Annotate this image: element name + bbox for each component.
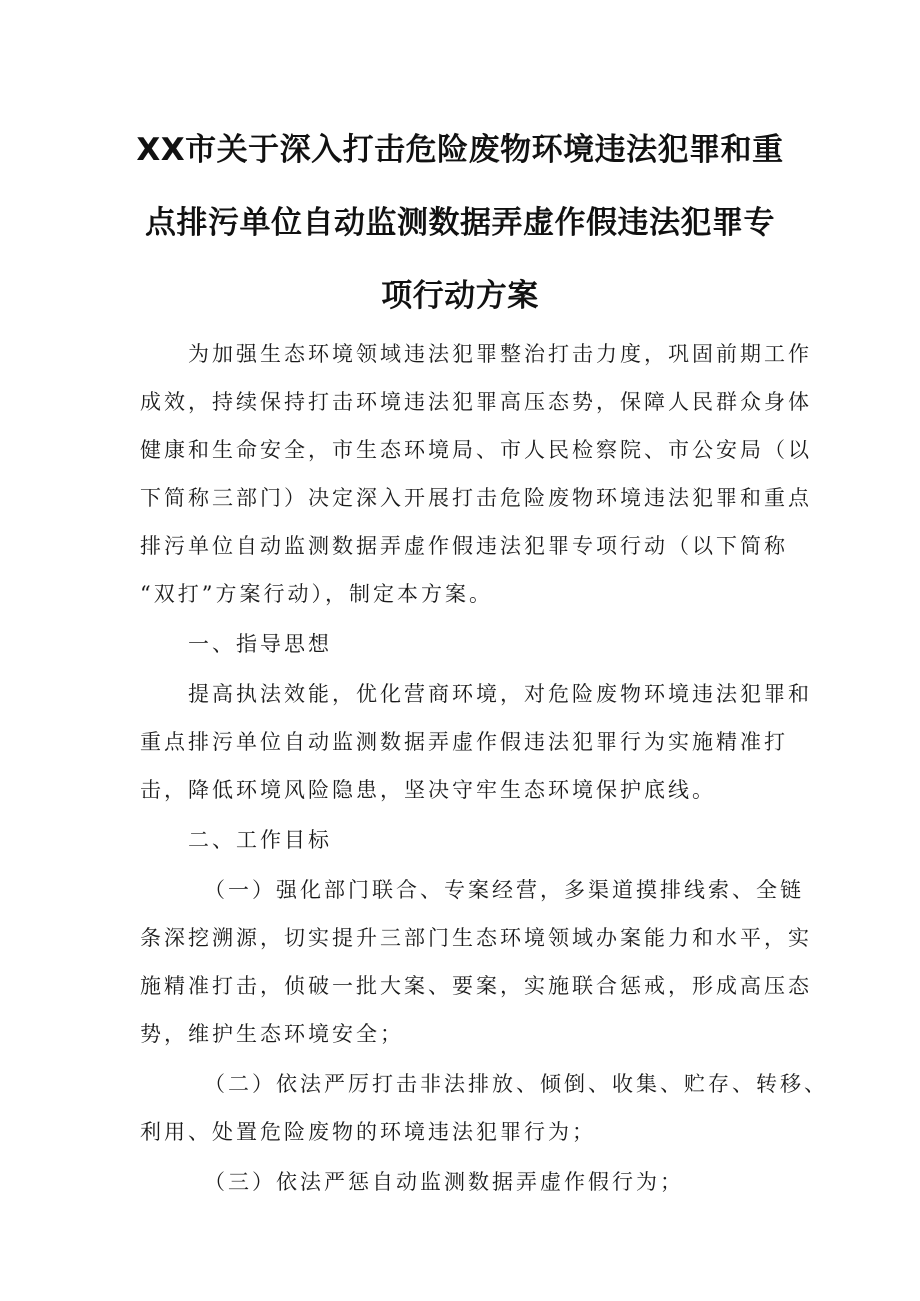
text-line: 下简称三部门）决定深入开展打击危险废物环境违法犯罪和重点 — [140, 486, 812, 510]
text-line: （三）依法严惩自动监测数据弄虚作假行为； — [204, 1170, 684, 1194]
text-line: 利用、处置危险废物的环境违法犯罪行为； — [140, 1120, 596, 1144]
text-line: 成效，持续保持打击环境违法犯罪高压态势，保障人民群众身体 — [140, 390, 812, 414]
text-line: “双打”方案行动），制定本方案。 — [140, 582, 493, 606]
text-line: 击，降低环境风险隐患，坚决守牢生态环境保护底线。 — [140, 778, 716, 802]
text-line: （一）强化部门联合、专案经营，多渠道摸排线索、全链 — [204, 878, 804, 902]
document-title-line-3: 项行动方案 — [381, 278, 539, 314]
document-title-line-1: XX市关于深入打击危险废物环境违法犯罪和重 — [136, 132, 784, 168]
section-heading-guiding-thought: 一、指导思想 — [188, 632, 332, 656]
section-heading-work-goals: 二、工作目标 — [188, 828, 332, 852]
text-line: 排污单位自动监测数据弄虚作假违法犯罪专项行动（以下简称 — [140, 534, 788, 558]
document-title-line-2: 点排污单位自动监测数据弄虚作假违法犯罪专 — [145, 205, 775, 241]
text-line: 条深挖溯源，切实提升三部门生态环境领域办案能力和水平，实 — [140, 926, 812, 950]
text-line: 施精准打击，侦破一批大案、要案，实施联合惩戒，形成高压态 — [140, 974, 812, 998]
text-line: 提高执法效能，优化营商环境，对危险废物环境违法犯罪和 — [188, 682, 812, 706]
text-line: 势，维护生态环境安全； — [140, 1022, 404, 1046]
text-line: （二）依法严厉打击非法排放、倾倒、收集、贮存、转移、 — [204, 1072, 828, 1096]
text-line: 为加强生态环境领域违法犯罪整治打击力度，巩固前期工作 — [188, 342, 812, 366]
text-line: 重点排污单位自动监测数据弄虚作假违法犯罪行为实施精准打 — [140, 730, 788, 754]
text-line: 健康和生命安全，市生态环境局、市人民检察院、市公安局（以 — [140, 438, 812, 462]
